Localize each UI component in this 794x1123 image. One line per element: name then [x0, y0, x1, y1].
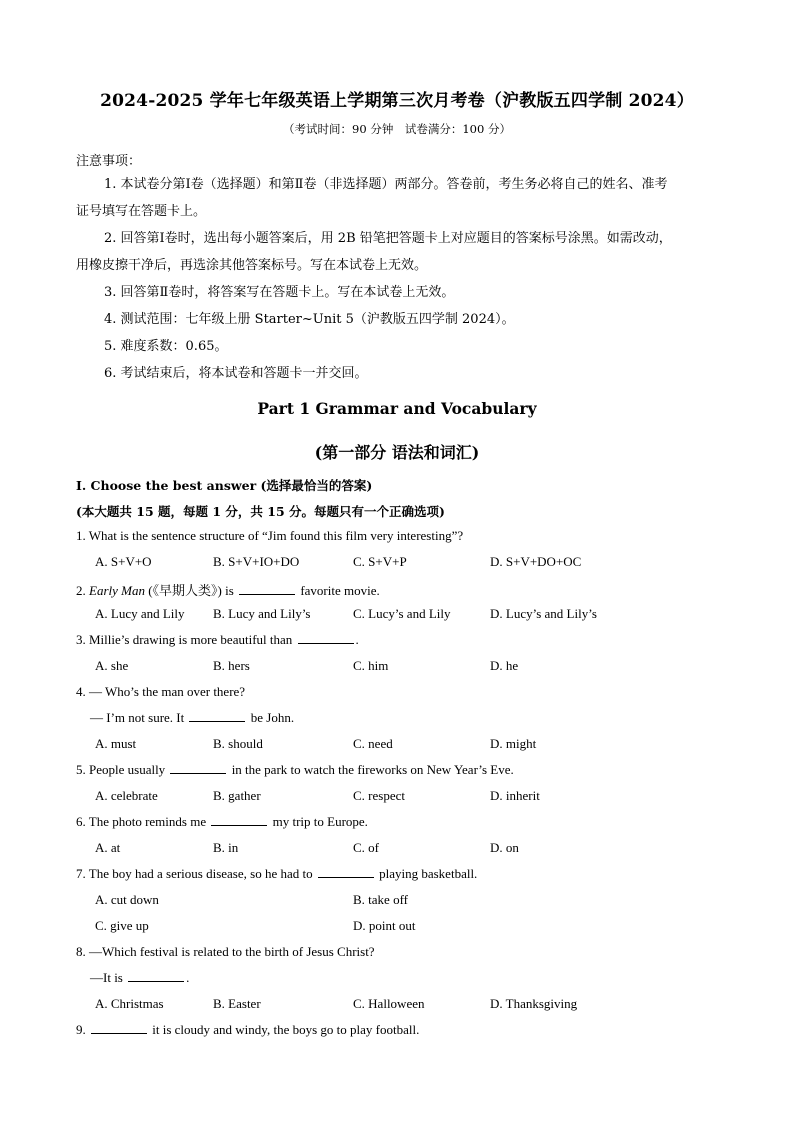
section-heading: I. Choose the best answer (选择最恰当的答案) — [76, 478, 373, 493]
note-2: 2. 回答第Ⅰ卷时，选出每小题答案后，用 2B 铅笔把答题卡上对应题目的答案标号涂黑。如需改动， — [104, 231, 672, 246]
note-5: 5. 难度系数：0.65。 — [104, 339, 228, 354]
q8-option-a[interactable]: A. Christmas — [95, 996, 164, 1011]
answer-blank — [189, 710, 245, 722]
answer-blank — [298, 632, 354, 644]
q1-option-a[interactable]: A. S+V+O — [95, 554, 152, 569]
q7-option-d[interactable]: D. point out — [353, 918, 416, 933]
q2-option-b[interactable]: B. Lucy and Lily’s — [213, 606, 311, 621]
q8-option-c[interactable]: C. Halloween — [353, 996, 425, 1011]
exam-title: 2024-2025 学年七年级英语上学期第三次月考卷（沪教版五四学制 2024） — [100, 91, 694, 111]
q1-option-c[interactable]: C. S+V+P — [353, 554, 407, 569]
answer-blank — [211, 814, 267, 826]
question-1-stem: 1. What is the sentence structure of “Jim found this film very interesting”? — [76, 528, 464, 543]
section-instruction: (本大题共 15 题，每题 1 分，共 15 分。每题只有一个正确选项) — [76, 504, 445, 519]
q3-option-b[interactable]: B. hers — [213, 658, 250, 673]
q4-option-a[interactable]: A. must — [95, 736, 137, 751]
q7-option-c[interactable]: C. give up — [95, 918, 149, 933]
answer-blank — [170, 762, 226, 774]
q8-option-d[interactable]: D. Thanksgiving — [490, 996, 578, 1011]
question-3-stem: 3. Millie’s drawing is more beautiful than . — [76, 632, 359, 647]
note-1: 1. 本试卷分第Ⅰ卷（选择题）和第Ⅱ卷（非选择题）两部分。答卷前，考生务必将自己的姓名、准考 — [104, 177, 668, 192]
question-4-reply: — I’m not sure. It be John. — [90, 710, 295, 725]
q5-option-b[interactable]: B. gather — [213, 788, 261, 803]
exam-subtitle: （考试时间：90 分钟 试卷满分：100 分） — [283, 122, 511, 136]
answer-blank — [128, 970, 184, 982]
note-2-cont: 用橡皮擦干净后，再选涂其他答案标号。写在本试卷上无效。 — [76, 258, 428, 273]
note-3: 3. 回答第Ⅱ卷时，将答案写在答题卡上。写在本试卷上无效。 — [104, 285, 455, 300]
q2-option-d[interactable]: D. Lucy’s and Lily’s — [490, 606, 597, 621]
question-2-stem: 2. Early Man (《早期人类》) is favorite movie. — [76, 583, 380, 598]
note-4: 4. 测试范围：七年级上册 Starter~Unit 5（沪教版五四学制 2024）。 — [104, 312, 515, 327]
q1-option-b[interactable]: B. S+V+IO+DO — [213, 554, 300, 569]
q5-option-d[interactable]: D. inherit — [490, 788, 540, 803]
q6-option-c[interactable]: C. of — [353, 840, 379, 855]
answer-blank — [91, 1022, 147, 1034]
q3-option-a[interactable]: A. she — [95, 658, 129, 673]
notes-heading: 注意事项： — [76, 154, 142, 169]
answer-blank — [318, 866, 374, 878]
question-6-stem: 6. The photo reminds me my trip to Europe. — [76, 814, 368, 829]
note-1-cont: 证号填写在答题卡上。 — [76, 204, 207, 219]
part-subtitle: (第一部分 语法和词汇) — [314, 443, 480, 462]
q3-option-d[interactable]: D. he — [490, 658, 519, 673]
note-6: 6. 考试结束后，将本试卷和答题卡一并交回。 — [104, 366, 368, 381]
q5-option-a[interactable]: A. celebrate — [95, 788, 158, 803]
question-7-stem: 7. The boy had a serious disease, so he had to playing basketball. — [76, 866, 478, 881]
question-8-reply: —It is . — [90, 970, 190, 985]
q4-option-b[interactable]: B. should — [213, 736, 263, 751]
q4-option-d[interactable]: D. might — [490, 736, 537, 751]
q7-option-b[interactable]: B. take off — [353, 892, 408, 907]
q4-option-c[interactable]: C. need — [353, 736, 393, 751]
q2-option-a[interactable]: A. Lucy and Lily — [95, 606, 185, 621]
q5-option-c[interactable]: C. respect — [353, 788, 405, 803]
q1-option-d[interactable]: D. S+V+DO+OC — [490, 554, 582, 569]
question-8-stem: 8. —Which festival is related to the birth of Jesus Christ? — [76, 944, 375, 959]
q8-option-b[interactable]: B. Easter — [213, 996, 261, 1011]
q6-option-d[interactable]: D. on — [490, 840, 519, 855]
q7-option-a[interactable]: A. cut down — [95, 892, 159, 907]
q3-option-c[interactable]: C. him — [353, 658, 389, 673]
question-9-stem: 9. it is cloudy and windy, the boys go to play football. — [76, 1022, 420, 1037]
answer-blank — [239, 583, 295, 595]
question-4-stem: 4. — Who’s the man over there? — [76, 684, 246, 699]
q6-option-b[interactable]: B. in — [213, 840, 239, 855]
question-5-stem: 5. People usually in the park to watch the fireworks on New Year’s Eve. — [76, 762, 514, 777]
part-title: Part 1 Grammar and Vocabulary — [257, 399, 537, 418]
q6-option-a[interactable]: A. at — [95, 840, 121, 855]
q2-option-c[interactable]: C. Lucy’s and Lily — [353, 606, 451, 621]
